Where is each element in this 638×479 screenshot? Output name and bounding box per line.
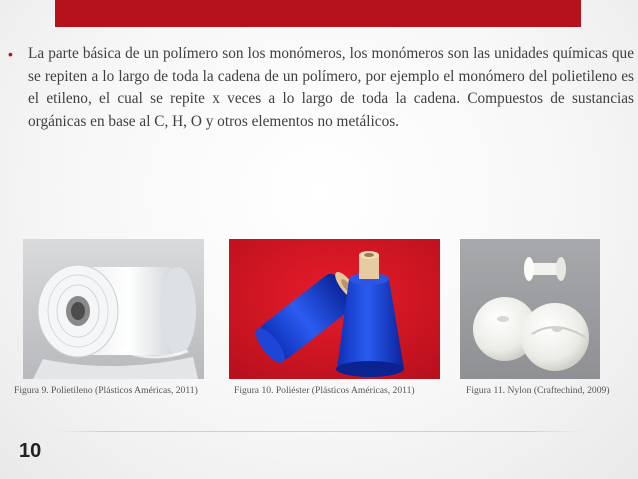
title-bar — [55, 0, 581, 27]
bullet-point — [6, 43, 634, 133]
figure-polyester-image — [229, 239, 440, 379]
figure-caption: Figura 10. Poliéster (Plásticos Américas, 2011) — [234, 385, 415, 396]
figure-caption: Figura 11. Nylon (Craftechind, 2009) — [466, 385, 610, 396]
figure-nylon-image — [460, 239, 600, 379]
figure-caption: Figura 9. Polietileno (Plásticos Américas, 2011) — [14, 385, 198, 396]
bullet-icon: • — [8, 46, 13, 62]
page-number: 10 — [19, 440, 42, 462]
figure-polyethylene-image — [23, 239, 204, 379]
footer-divider — [55, 431, 581, 432]
bullet-text: La parte básica de un polímero son los monómeros, los monómeros son las unidades químicas que se repiten a lo largo de toda la cadena de un polímero, por ejemplo el monómero del polietileno es el etileno, el cual se repite x veces a lo largo de toda la cadena. Compuestos de sustancias orgánicas en base al C, H, O y otros elementos no metálicos. — [28, 45, 634, 130]
